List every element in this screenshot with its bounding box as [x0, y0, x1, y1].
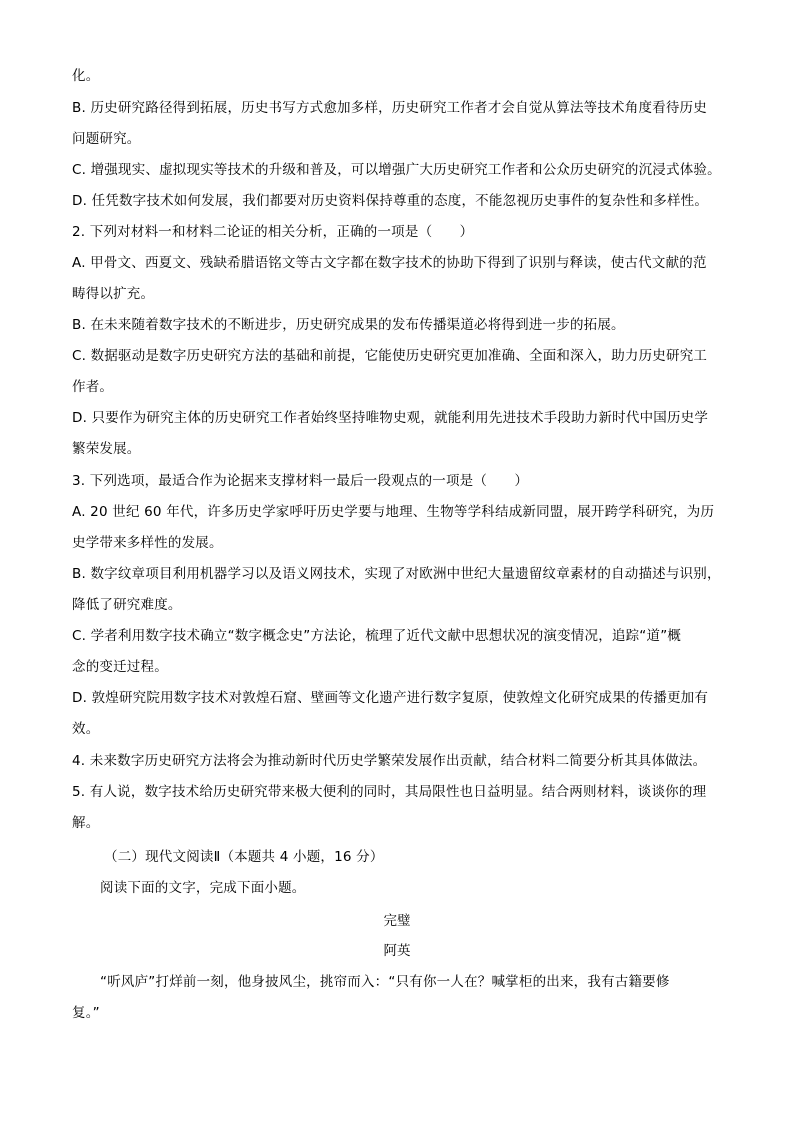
text-line: D. 敦煌研究院用数字技术对敦煌石窟、壁画等文化遗产进行数字复原，使敦煌文化研究成果的传播更加有	[72, 690, 709, 706]
text-line: 效。	[72, 721, 100, 737]
reading-instruction: 阅读下面的文字，完成下面小题。	[100, 880, 306, 896]
text-line: C. 增强现实、虚拟现实等技术的升级和普及，可以增强广大历史研究工作者和公众历史研究的沉浸式体验。	[72, 162, 721, 178]
text-line: 畴得以扩充。	[72, 286, 155, 302]
text-line: B. 数字纹章项目利用机器学习以及语义网技术，实现了对欧洲中世纪大量遗留纹章素材的自动描述与识别，	[72, 566, 721, 582]
question-5: 5. 有人说，数字技术给历史研究带来极大便利的同时，其局限性也日益明显。结合两则材料，谈谈你的理	[72, 784, 707, 800]
text-line: 解。	[72, 815, 100, 831]
section-heading: （二）现代文阅读Ⅱ（本题共 4 小题，16 分）	[104, 849, 384, 865]
text-line: 问题研究。	[72, 131, 141, 147]
text-line: B. 历史研究路径得到拓展，历史书写方式愈加多样，历史研究工作者才会自觉从算法等技术角度看待历史	[72, 100, 707, 116]
text-line: B. 在未来随着数字技术的不断进步，历史研究成果的发布传播渠道必将得到进一步的拓展。	[72, 317, 625, 333]
story-paragraph: “听风庐”打烊前一刻，他身披风尘，挑帘而入：“只有你一人在？喊掌柜的出来，我有古籍要修	[100, 974, 670, 990]
story-author: 阿英	[383, 943, 411, 959]
question-3: 3. 下列选项，最适合作为论据来支撑材料一最后一段观点的一项是（ ）	[72, 473, 529, 489]
text-line: C. 数据驱动是数字历史研究方法的基础和前提，它能使历史研究更加准确、全面和深入，助力历史研究工	[72, 348, 708, 364]
story-paragraph: 复。”	[72, 1005, 100, 1021]
question-4: 4. 未来数字历史研究方法将会为推动新时代历史学繁荣发展作出贡献，结合材料二简要分析其具体做法。	[72, 753, 707, 769]
text-line: A. 20 世纪 60 年代，许多历史学家呼吁历史学要与地理、生物等学科结成新同盟，展开跨学科研究，为历	[72, 504, 715, 520]
text-line: C. 学者利用数字技术确立“数字概念史”方法论，梳理了近代文献中思想状况的演变情况，追踪“道”概	[72, 628, 682, 644]
text-line: D. 任凭数字技术如何发展，我们都要对历史资料保持尊重的态度，不能忽视历史事件的复杂性和多样性。	[72, 193, 709, 209]
text-line: D. 只要作为研究主体的历史研究工作者始终坚持唯物史观，就能利用先进技术手段助力新时代中国历史学	[72, 410, 709, 426]
text-line: A. 甲骨文、西夏文、残缺希腊语铭文等古文字都在数字技术的协助下得到了识别与释读，使古代文献的范	[72, 255, 707, 271]
text-line: 降低了研究难度。	[72, 597, 182, 613]
text-line: 史学带来多样性的发展。	[72, 535, 223, 551]
question-2: 2. 下列对材料一和材料二论证的相关分析，正确的一项是（ ）	[72, 224, 474, 240]
text-line: 念的变迁过程。	[72, 659, 168, 675]
text-line: 作者。	[72, 379, 114, 395]
text-line: 化。	[72, 68, 100, 84]
text-line: 繁荣发展。	[72, 441, 141, 457]
story-title: 完璧	[383, 913, 411, 929]
